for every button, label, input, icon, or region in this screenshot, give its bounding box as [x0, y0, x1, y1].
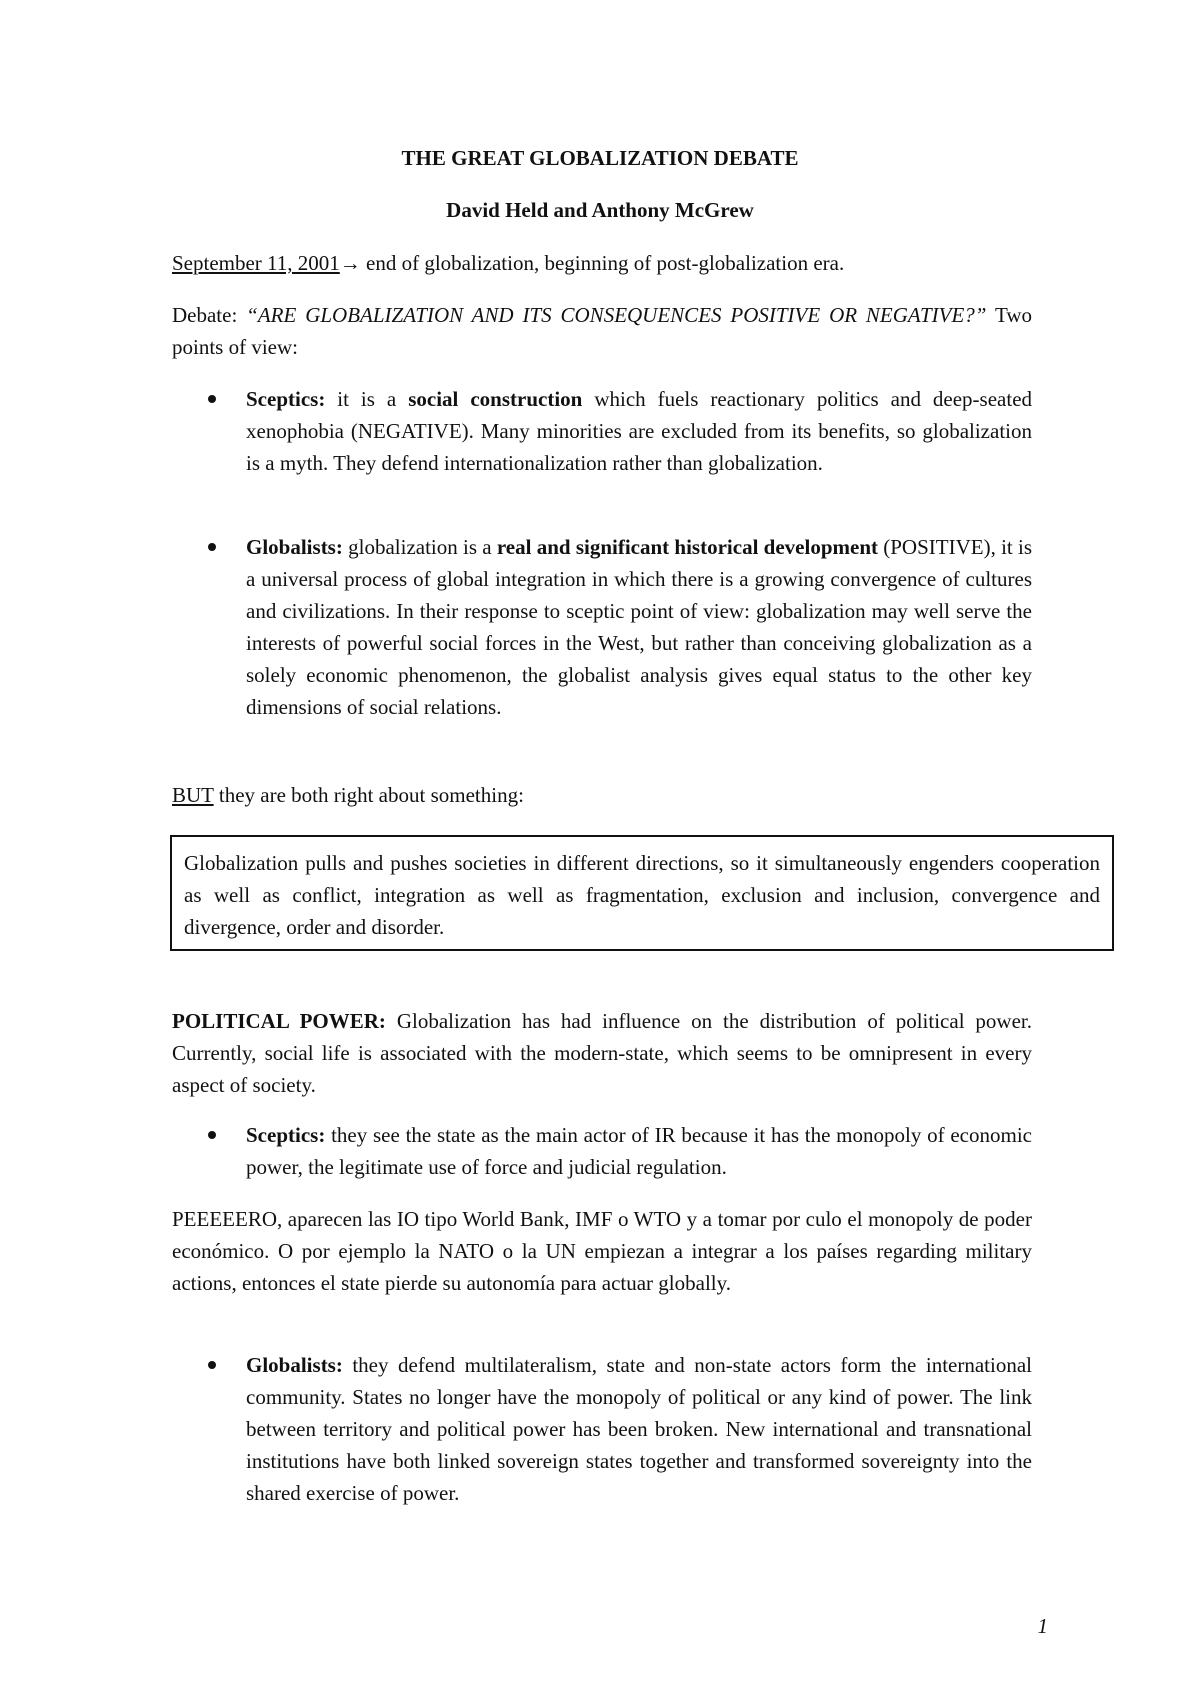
- key-phrase: real and significant historical development: [496, 535, 878, 559]
- intro-paragraph: [172, 247, 1032, 279]
- bullet-icon: [208, 1131, 216, 1139]
- political-power-paragraph: POLITICAL POWER: Globalization has had influence on the distribution of political power. Currently, social life is associated with the modern-state, which seems to be omnipresent in every aspect of society.: [172, 1009, 1032, 1097]
- term-label: Globalists:: [246, 1353, 343, 1377]
- intro-text: end of globalization, beginning of post-globalization era.: [360, 251, 845, 275]
- section-label: POLITICAL POWER:: [172, 1009, 386, 1033]
- bullet-icon: [208, 543, 216, 551]
- debate-paragraph: [172, 299, 1032, 363]
- intro-date: September 11, 2001: [172, 251, 340, 275]
- arrow-glyph: →: [339, 251, 361, 275]
- bullet-icon: [208, 1361, 216, 1369]
- debate-question: “ARE GLOBALIZATION AND ITS CONSEQUENCES POSITIVE OR NEGATIVE?”: [246, 303, 987, 327]
- list-item-power-globalists: [172, 1349, 1032, 1509]
- list-item-power-sceptics: [172, 1119, 1032, 1183]
- list-item-text: Globalists: globalization is a real and significant historical development (POSITIVE), it is a universal process of global integration in which there is a growing convergence of cultures and civilizations. In their response to sceptic point of view: globalization may well serve the interests of powerful social forces in the West, but rather than conceiving globalization as a solely economic phenomenon, the globalist analysis gives equal status to the other key dimensions of social relations.: [246, 535, 1033, 719]
- but-word: BUT: [172, 783, 214, 807]
- term-label: Sceptics:: [246, 387, 326, 411]
- document-title: THE GREAT GLOBALIZATION DEBATE: [401, 146, 799, 170]
- key-phrase: social construction: [408, 387, 583, 411]
- term-label: Sceptics:: [246, 1123, 326, 1147]
- list-item-text: Sceptics: it is a social construction which fuels reactionary politics and deep-seated xenophobia (NEGATIVE). Many minorities are excluded from its benefits, so globalization is a myth. They defend internationalization rather than globalization.: [246, 387, 1033, 475]
- highlight-box: Globalization pulls and pushes societies in different directions, so it simultaneously engenders cooperation as well as conflict, integration as well as fragmentation, exclusion and inclusion, convergence and divergence, order and disorder.: [170, 835, 1114, 951]
- document-authors: David Held and Anthony McGrew: [446, 198, 754, 222]
- but-paragraph: BUT they are both right about something:: [172, 783, 524, 807]
- list-item-globalists-view: [172, 531, 1032, 755]
- list-item-sceptics-view: [172, 383, 1032, 511]
- bullet-icon: [208, 395, 216, 403]
- term-label: Globalists:: [246, 535, 343, 559]
- spanish-paragraph: PEEEEERO, aparecen las IO tipo World Bank, IMF o WTO y a tomar por culo el monopoly de poder económico. O por ejemplo la NATO o la UN empiezan a integrar a los países regarding military actions, entonces el state pierde su autonomía para actuar globally.: [172, 1207, 1032, 1295]
- list-item-text: Sceptics: they see the state as the main actor of IR because it has the monopoly of economic power, the legitimate use of force and judicial regulation.: [246, 1123, 1032, 1179]
- debate-label: Debate:: [172, 303, 247, 327]
- page-number: 1: [1037, 1614, 1048, 1638]
- debate-tail: Two points of view:: [172, 303, 1032, 359]
- list-item-text: Globalists: they defend multilateralism, state and non-state actors form the international community. States no longer have the monopoly of political or any kind of power. The link between territory and political power has been broken. New international and transnational institutions have both linked sovereign states together and transformed sovereignty into the shared exercise of power.: [246, 1353, 1032, 1505]
